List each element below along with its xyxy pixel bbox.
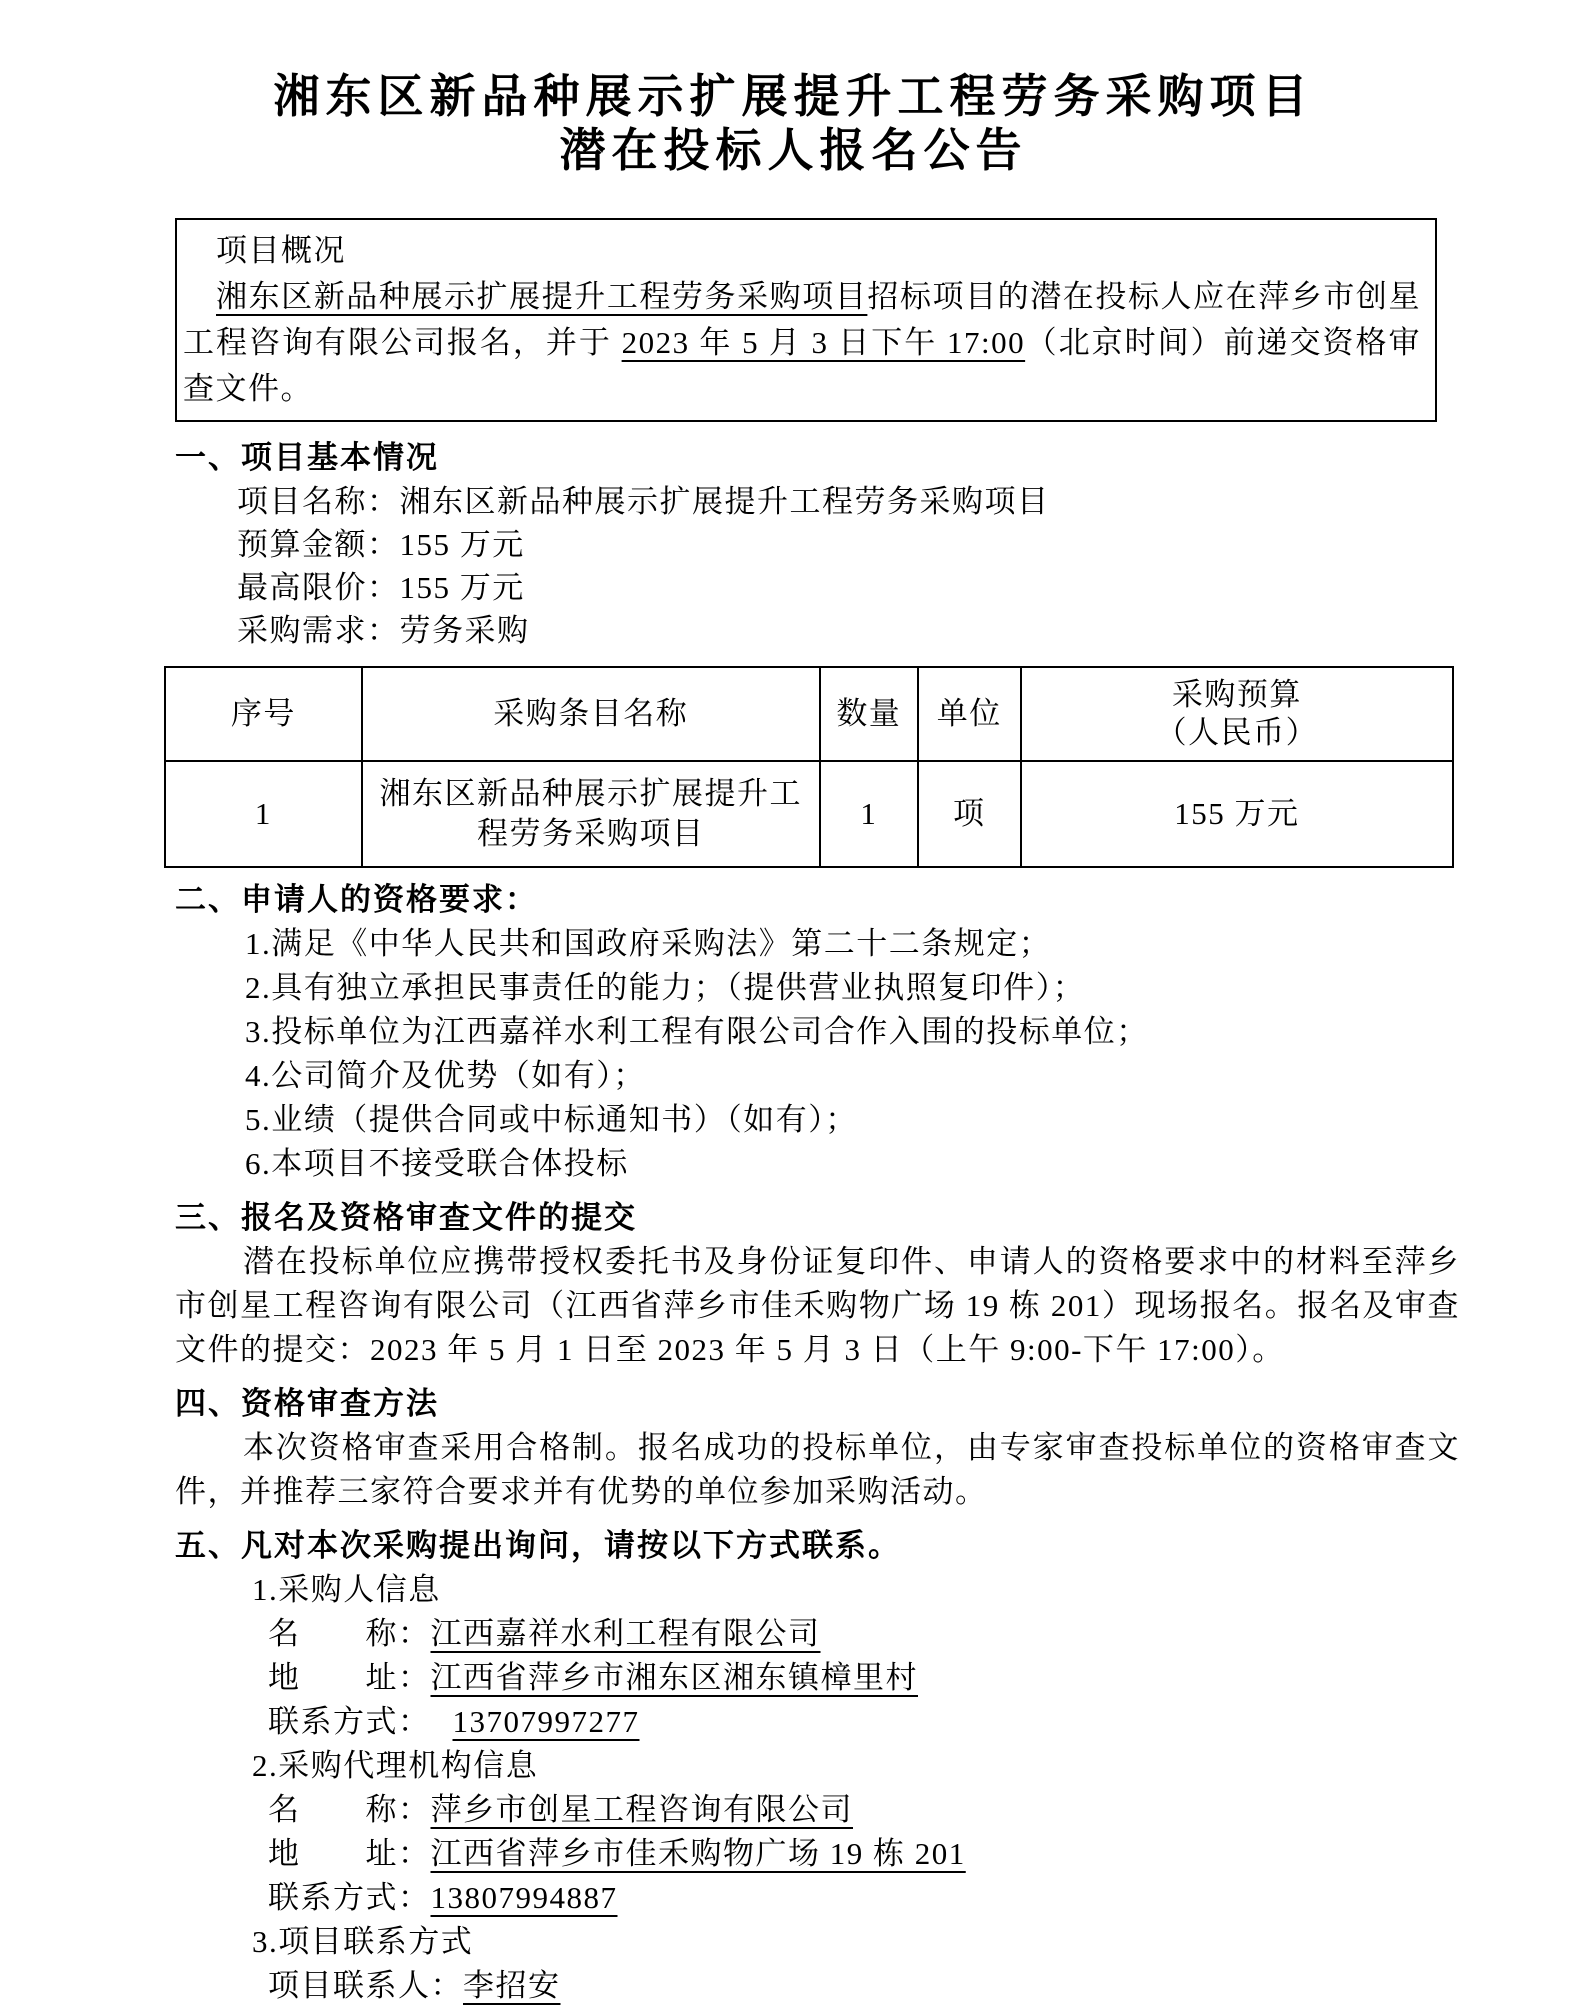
header-qty: 数量: [820, 667, 918, 761]
section3-paragraph: 潜在投标单位应携带授权委托书及身份证复印件、申请人的资格要求中的材料至萍乡市创星工程咨询有限公司（江西省萍乡市佳禾购物广场 19 栋 201）现场报名。报名及审查文件的提交：2023 年 5 月 1 日至 2023 年 5 月 3 日（上午 9:00-下午 17:00）。: [175, 1243, 1460, 1367]
agency-info-label: 2.采购代理机构信息: [252, 1747, 539, 1783]
purchaser-contact-label: 联系方式：: [268, 1703, 431, 1739]
section5-heading: 五、凡对本次采购提出询问，请按以下方式联系。: [175, 1527, 901, 1563]
cell-seq: 1: [165, 761, 362, 867]
agency-contact-row: [268, 1876, 1460, 1920]
cell-item-name: 湘东区新品种展示扩展提升工程劳务采购项目: [362, 761, 820, 867]
document-title: [0, 0, 1587, 178]
plain-text: 招标项目的潜在投标人应在萍乡市创星工程咨询有限公司报名，并于: [183, 278, 1421, 360]
agency-address-label: 地 址：: [268, 1835, 431, 1871]
overview-heading: 项目概况: [216, 232, 346, 268]
qualification-requirements-list: [245, 922, 1460, 1186]
underlined-text: 湘东区新品种展示扩展提升工程劳务采购项目: [216, 278, 868, 314]
purchaser-name-label: 名 称：: [268, 1615, 431, 1651]
agency-name-value: 萍乡市创星工程咨询有限公司: [430, 1791, 853, 1827]
max-price-line: 最高限价：155 万元: [237, 569, 525, 605]
section4-heading: 四、资格审查方法: [175, 1385, 439, 1421]
requirement-item: 2.具有独立承担民事责任的能力；（提供营业执照复印件）；: [245, 969, 1086, 1005]
title-line-2: 潜在投标人报名公告: [559, 124, 1028, 176]
purchaser-name-value: 江西嘉祥水利工程有限公司: [430, 1615, 821, 1651]
purchaser-contact-row: [268, 1700, 1460, 1744]
agency-contact-value: 13807994887: [430, 1879, 618, 1915]
requirement-item: 5.业绩（提供合同或中标通知书）（如有）；: [245, 1101, 858, 1137]
project-contact-person-value: 李招安: [463, 1967, 561, 2003]
underlined-text: 2023 年 5 月 3 日下午 17:00: [621, 324, 1026, 360]
header-item-name: 采购条目名称: [362, 667, 820, 761]
header-budget-line1: 采购预算: [1171, 676, 1302, 712]
section2-heading: 二、申请人的资格要求：: [175, 881, 538, 917]
budget-amount-line: 预算金额：155 万元: [237, 526, 525, 562]
header-budget: [1021, 667, 1453, 761]
header-unit: 单位: [918, 667, 1021, 761]
section1-basic-info: [237, 480, 1460, 652]
agency-name-row: [268, 1788, 1460, 1832]
purchaser-contact-value: 13707997277: [452, 1703, 640, 1739]
overview-paragraph: [183, 274, 1421, 412]
requirement-item: 4.公司简介及优势（如有）；: [245, 1057, 646, 1093]
requirement-item: 6.本项目不接受联合体投标: [245, 1145, 629, 1181]
purchaser-info-label: 1.采购人信息: [252, 1571, 441, 1607]
agency-name-label: 名 称：: [268, 1791, 431, 1827]
document-body: [175, 218, 1460, 2008]
cell-unit: 项: [918, 761, 1021, 867]
project-contact-row: [268, 1964, 1460, 2008]
plain-text: （北京时间）前递交资格审查文件。: [183, 324, 1422, 406]
purchaser-address-row: [268, 1656, 1460, 1700]
section1-heading: 一、项目基本情况: [175, 439, 439, 475]
purchaser-address-value: 江西省萍乡市湘东区湘东镇樟里村: [430, 1659, 918, 1695]
requirement-item: 1.满足《中华人民共和国政府采购法》第二十二条规定；: [245, 925, 1052, 961]
project-name-line: 项目名称：湘东区新品种展示扩展提升工程劳务采购项目: [237, 483, 1050, 519]
agency-address-value: 江西省萍乡市佳禾购物广场 19 栋 201: [430, 1835, 966, 1871]
cell-budget: 155 万元: [1021, 761, 1453, 867]
section4-paragraph: 本次资格审查采用合格制。报名成功的投标单位，由专家审查投标单位的资格审查文件，并推荐三家符合要求并有优势的单位参加采购活动。: [175, 1429, 1460, 1509]
table-header-row: [165, 667, 1453, 761]
table-row: [165, 761, 1453, 867]
project-overview-box: [175, 218, 1437, 422]
procurement-items-table: [164, 666, 1454, 868]
title-line-1: 湘东区新品种展示扩展提升工程劳务采购项目: [273, 71, 1314, 122]
project-contact-person-label: 项目联系人：: [268, 1967, 463, 2003]
agency-contact-label: 联系方式：: [268, 1879, 431, 1915]
agency-address-row: [268, 1832, 1460, 1876]
project-contact-label: 3.项目联系方式: [252, 1923, 474, 1959]
contact-info-block: [175, 1568, 1460, 2008]
procurement-demand-line: 采购需求：劳务采购: [237, 612, 530, 648]
purchaser-name-row: [268, 1612, 1460, 1656]
header-seq: 序号: [165, 667, 362, 761]
header-budget-line2: （人民币）: [1155, 714, 1319, 750]
requirement-item: 3.投标单位为江西嘉祥水利工程有限公司合作入围的投标单位；: [245, 1013, 1149, 1049]
purchaser-address-label: 地 址：: [268, 1659, 431, 1695]
section3-heading: 三、报名及资格审查文件的提交: [175, 1199, 637, 1235]
cell-qty: 1: [820, 761, 918, 867]
